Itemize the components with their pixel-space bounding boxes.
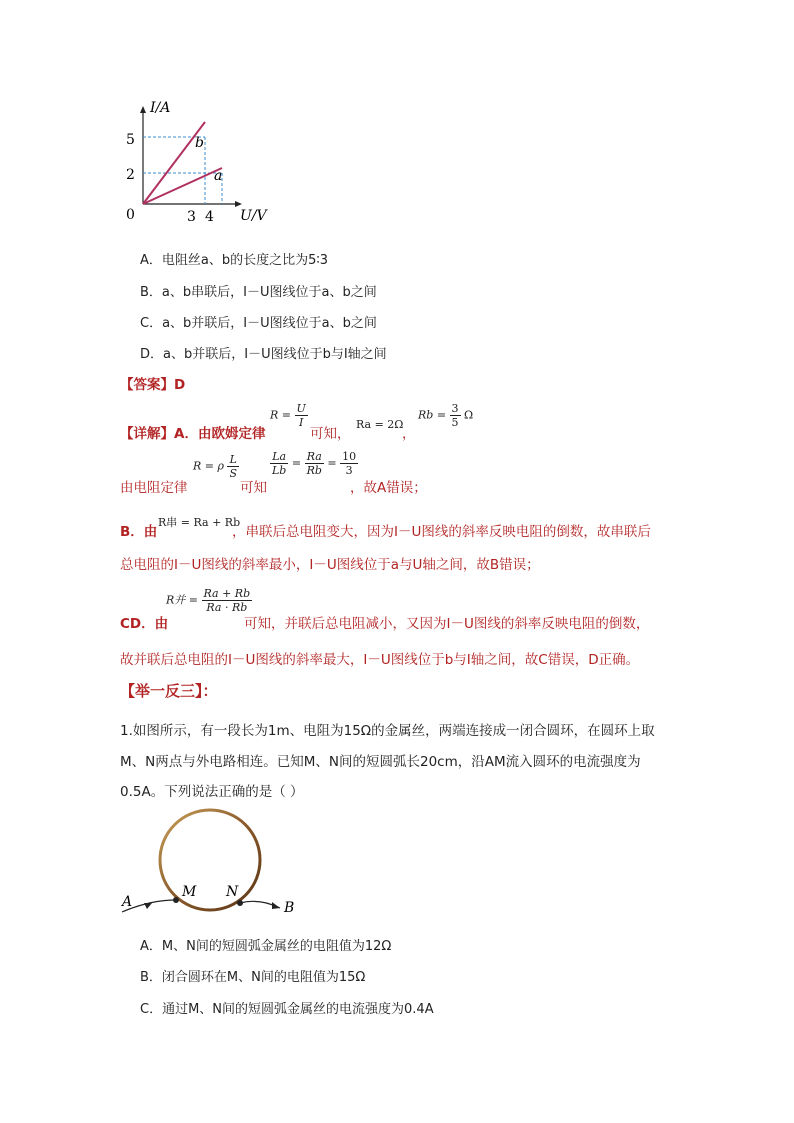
series-formula: R串 = Ra + Rb (158, 516, 241, 529)
line-b-label: b (195, 135, 204, 151)
guide-lines (143, 137, 222, 204)
detail-a-mid: 可知， (310, 426, 351, 442)
rb-den: 5 (451, 416, 459, 429)
ohm-num: U (296, 402, 306, 415)
detail-comma: ， (402, 426, 416, 442)
detail-cd-line2: 故并联后总电阻的I－U图线的斜率最大，I－U图线位于b与I轴之间，故C错误，D正确。 (120, 652, 640, 668)
ratio-den-1: Lb (272, 464, 287, 477)
detail-b-line2: 总电阻的I－U图线的斜率最小，I－U图线位于a与U轴之间，故B错误； (120, 557, 540, 573)
rb-fraction (450, 402, 461, 429)
line-a-label: a (214, 168, 223, 184)
detail-b-line1: ，串联后总电阻变大，因为I－U图线的斜率反映电阻的倒数，故串联后 (232, 524, 651, 540)
label-a: A (122, 894, 133, 910)
ratio-frac-3 (340, 450, 358, 477)
option-2c[interactable]: C．通过M、N间的短圆弧金属丝的电流强度为0.4A (140, 1002, 434, 1017)
rb-value (418, 402, 473, 429)
ratio-den-3: 3 (345, 464, 353, 477)
x-axis-label: U/V (240, 208, 267, 224)
ohm-den: I (298, 416, 304, 429)
ratio-den-2: Rb (306, 464, 322, 477)
ratio-frac-2 (305, 450, 324, 477)
q1-line3: 0.5A。下列说法正确的是（ ） (120, 784, 304, 800)
option-1a[interactable]: A．电阻丝a、b的长度之比为5∶3 (140, 253, 329, 268)
detail-line-2: 由电阻定律 (120, 480, 188, 496)
detail-label: 【详解】 (120, 426, 174, 442)
detail-cd-line1: 可知，并联后总电阻减小，又因为I－U图线的斜率反映电阻的倒数， (244, 616, 650, 632)
ohm-law-formula (270, 402, 308, 429)
label-m: M (182, 884, 197, 900)
q1-line1: 1.如图所示，有一段长为1m、电阻为15Ω的金属丝，两端连接成一闭合圆环，在圆环上取 (120, 723, 655, 739)
option-1d[interactable]: D．a、b并联后，I－U图线位于b与I轴之间 (140, 347, 387, 362)
detail-line-a (120, 422, 265, 442)
wire-a-arrow (144, 903, 152, 909)
par-r: R并 = (166, 593, 198, 607)
ohm-fraction (295, 402, 308, 429)
node-n (237, 900, 243, 906)
parallel-formula (166, 587, 252, 614)
y-tick-2: 2 (126, 167, 135, 183)
detail-b-prefix: B．由 (120, 524, 158, 540)
rho-eq: R = ρ (193, 459, 224, 473)
option-1b[interactable]: B．a、b串联后，I－U图线位于a、b之间 (140, 285, 377, 300)
rb-num: 3 (451, 402, 459, 415)
rb-unit: Ω (464, 408, 474, 422)
ratio-num-2: Ra (305, 450, 324, 464)
label-b: B (284, 900, 295, 916)
option-2b[interactable]: B．闭合圆环在M、N间的电阻值为15Ω (140, 970, 366, 985)
answer-value: D (174, 377, 186, 393)
ra-value: Ra = 2Ω (356, 418, 404, 431)
iu-graph (110, 100, 310, 230)
metal-ring (160, 810, 260, 910)
y-axis-arrow (140, 106, 146, 113)
detail-2-mid: 可知 (240, 480, 267, 496)
rho-fraction (227, 453, 239, 480)
y-tick-5: 5 (126, 132, 135, 148)
rho-den: S (229, 467, 238, 480)
detail-a-prefix: A．由欧姆定律 (174, 426, 266, 442)
x-tick-3: 3 (187, 209, 196, 225)
label-n: N (226, 884, 239, 900)
q1-line2: M、N两点与外电路相连。已知M、N间的短圆弧长20cm，沿AM流入圆环的电流强度为 (120, 754, 641, 770)
node-m (173, 897, 179, 903)
ratio-num-1: La (270, 450, 288, 464)
y-axis-label: I/A (150, 100, 171, 116)
answer-line (120, 373, 185, 393)
resistivity-formula (193, 453, 239, 480)
ring-circuit-figure (110, 808, 310, 918)
ratio-formula: $\frac{La}{Lb}$ = $\frac{Ra}{Rb}$ = $\frac{10}{3}$ (272, 450, 357, 477)
ratio-frac-1 (270, 450, 288, 477)
section-title: 【举一反三】： (120, 682, 218, 700)
option-1c[interactable]: C．a、b并联后，I－U图线位于a、b之间 (140, 316, 377, 331)
ohm-r: R = (270, 408, 291, 422)
x-axis-arrow (235, 201, 242, 207)
rho-num: L (227, 453, 239, 467)
par-den: Ra · Rb (206, 601, 248, 614)
detail-2-end: ，故A错误； (350, 480, 427, 496)
par-num: Ra + Rb (203, 587, 251, 600)
wire-b-arrow (272, 902, 280, 909)
detail-cd-prefix: CD．由 (120, 616, 169, 632)
x-tick-4: 4 (205, 209, 214, 225)
ratio-num-3: 10 (342, 450, 357, 463)
origin-label: 0 (126, 207, 135, 223)
rb-eq: Rb = (418, 408, 447, 422)
answer-label: 【答案】 (120, 377, 174, 393)
par-fraction (202, 587, 253, 614)
option-2a[interactable]: A．M、N间的短圆弧金属丝的电阻值为12Ω (140, 939, 392, 954)
